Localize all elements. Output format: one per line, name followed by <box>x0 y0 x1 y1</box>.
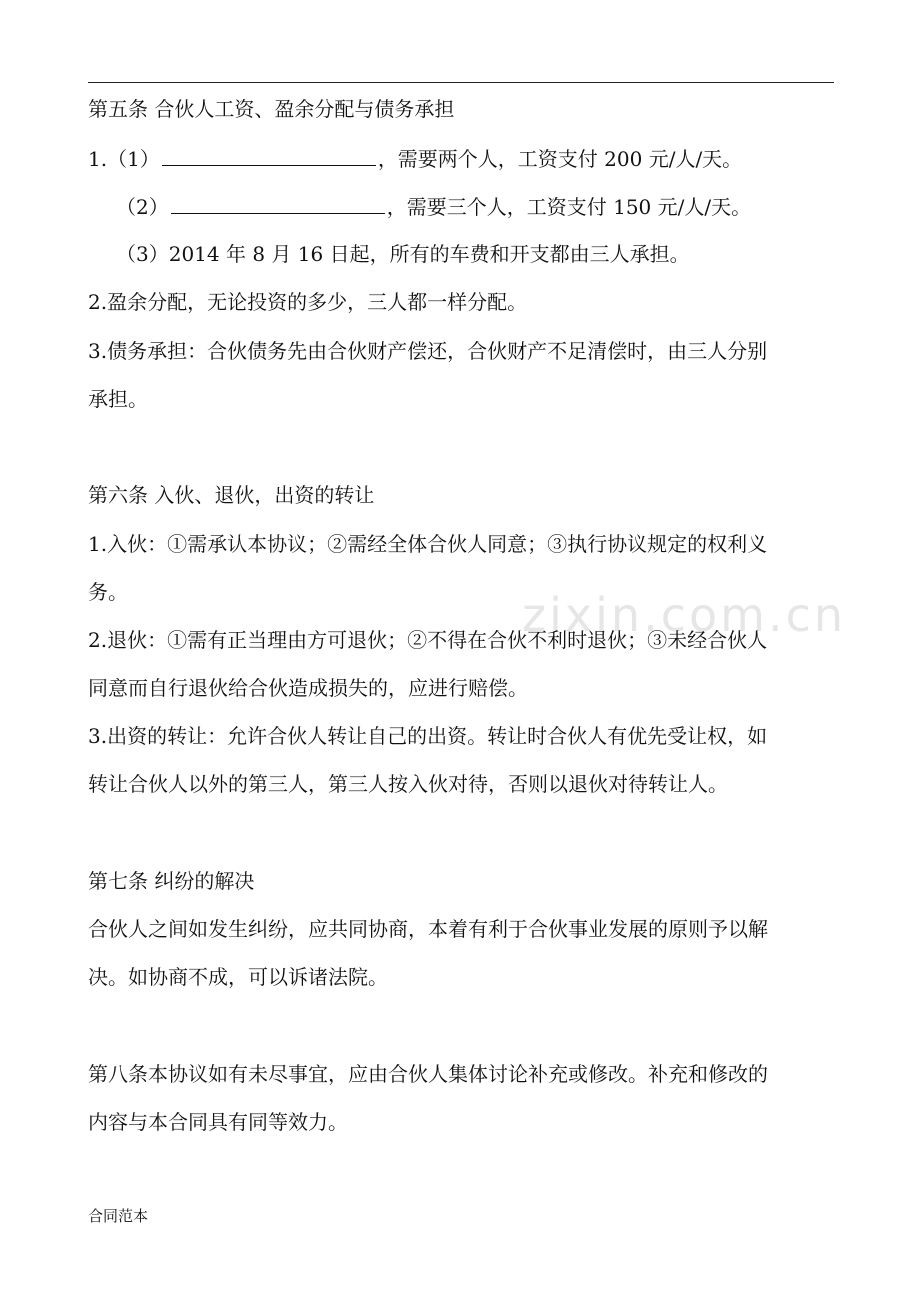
article-5-item-1-1-suffix: ，需要两个人，工资支付 200 元/人/天。 <box>377 147 743 171</box>
article-6-item-1-line-1: 1.入伙：①需承认本协议；②需经全体合伙人同意；③执行协议规定的权利义 <box>88 532 768 556</box>
article-6-item-1-line-2: 务。 <box>88 580 128 604</box>
article-5-item-1-2-suffix: ，需要三个人，工资支付 150 元/人/天。 <box>386 195 752 219</box>
header-rule <box>88 82 834 83</box>
fill-in-blank-1[interactable] <box>162 143 376 166</box>
watermark: zixin.com.cn <box>522 588 847 642</box>
article-5-heading: 第五条 合伙人工资、盈余分配与债务承担 <box>88 97 455 121</box>
article-7-heading: 第七条 纠纷的解决 <box>88 869 255 893</box>
article-6-item-3-line-2: 转让合伙人以外的第三人，第三人按入伙对待，否则以退伙对待转让人。 <box>88 772 728 796</box>
article-5-item-1-3: （3）2014 年 8 月 16 日起，所有的车费和开支都由三人承担。 <box>116 242 690 266</box>
article-7-body-line-1: 合伙人之间如发生纠纷，应共同协商，本着有利于合伙事业发展的原则予以解 <box>88 917 768 941</box>
article-7-body-line-2: 决。如协商不成，可以诉诸法院。 <box>88 965 388 989</box>
article-5-item-3-line-1: 3.债务承担：合伙债务先由合伙财产偿还，合伙财产不足清偿时，由三人分别 <box>88 339 768 363</box>
article-8-body-line-2: 内容与本合同具有同等效力。 <box>88 1110 348 1134</box>
article-5-item-3-line-2: 承担。 <box>88 387 148 411</box>
article-5-item-1-1 <box>88 143 834 174</box>
article-5-item-1-2 <box>116 191 862 222</box>
article-6-item-2-line-2: 同意而自行退伙给合伙造成损失的，应进行赔偿。 <box>88 676 528 700</box>
fill-in-blank-2[interactable] <box>171 191 385 214</box>
footer-label: 合同范本 <box>88 1207 149 1225</box>
article-6-item-3-line-1: 3.出资的转让：允许合伙人转让自己的出资。转让时合伙人有优先受让权，如 <box>88 724 768 748</box>
article-5-item-1-1-prefix: 1.（1） <box>88 147 160 171</box>
article-6-item-2-line-1: 2.退伙：①需有正当理由方可退伙；②不得在合伙不利时退伙；③未经合伙人 <box>88 628 768 652</box>
article-5-item-2: 2.盈余分配，无论投资的多少，三人都一样分配。 <box>88 290 528 314</box>
article-6-heading: 第六条 入伙、退伙，出资的转让 <box>88 483 375 507</box>
article-5-item-1-2-prefix: （2） <box>116 195 169 219</box>
article-8-body-line-1: 第八条本协议如有未尽事宜，应由合伙人集体讨论补充或修改。补充和修改的 <box>88 1062 768 1086</box>
